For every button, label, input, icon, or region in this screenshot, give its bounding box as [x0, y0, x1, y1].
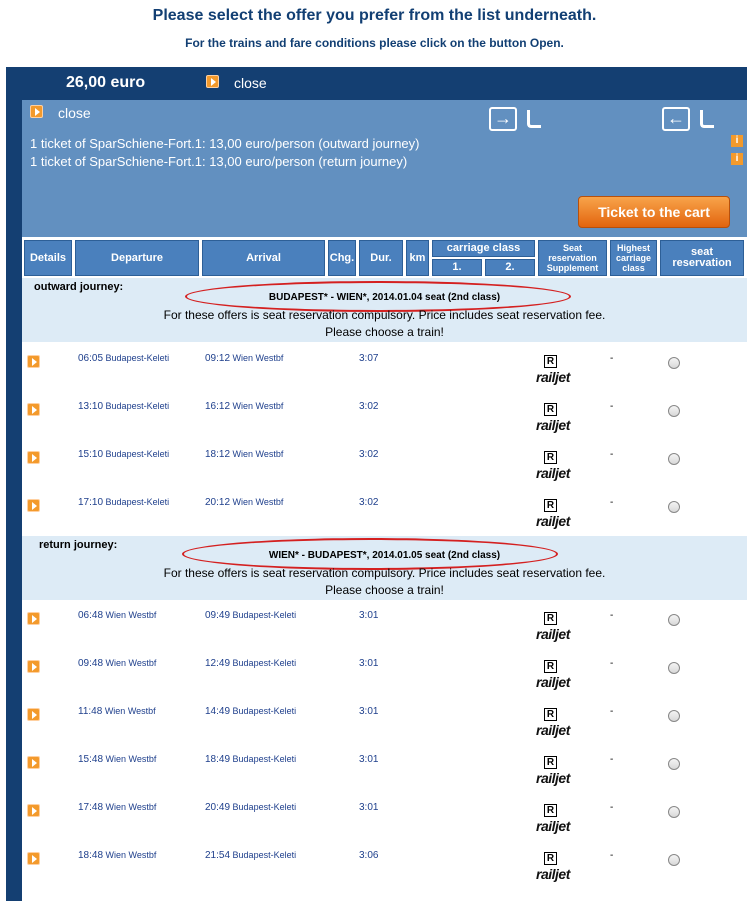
arrival-station: Budapest-Keleti — [232, 706, 297, 716]
seat-reservation-radio[interactable] — [668, 758, 680, 770]
departure-time: 09:48 — [78, 658, 104, 669]
open-details-icon[interactable] — [27, 612, 40, 625]
arrival[interactable] — [205, 610, 296, 621]
offer-close-link[interactable]: close — [58, 105, 91, 121]
train-row — [22, 343, 747, 391]
seat-reservation-radio[interactable] — [668, 357, 680, 369]
arrival[interactable] — [205, 706, 296, 717]
train-row — [22, 648, 747, 696]
open-details-icon[interactable] — [27, 403, 40, 416]
reservation-icon: R — [544, 451, 557, 464]
arrival-station: Wien Westbf — [232, 449, 284, 459]
arrival[interactable] — [205, 353, 283, 364]
highest-class: - — [610, 449, 614, 460]
arrival-station: Budapest-Keleti — [232, 658, 297, 668]
arrival-station: Wien Westbf — [232, 497, 284, 507]
info-icon[interactable]: i — [731, 135, 743, 147]
arrival[interactable] — [205, 754, 296, 765]
departure-station: Wien Westbf — [105, 754, 157, 764]
outward-direction-icon: → — [489, 107, 517, 131]
train-row — [22, 696, 747, 744]
outward-section-header — [22, 278, 747, 342]
arrival-station: Budapest-Keleti — [232, 802, 297, 812]
departure-station: Wien Westbf — [104, 706, 156, 716]
page-subtitle: For the trains and fare conditions please click on the button Open. — [185, 36, 564, 50]
reservation-icon: R — [544, 499, 557, 512]
duration: 3:01 — [359, 610, 379, 621]
column-highest-class: Highest carriage class — [610, 240, 657, 276]
open-details-icon[interactable] — [27, 499, 40, 512]
offer-content — [22, 100, 747, 901]
offer-details — [22, 100, 747, 237]
seat-reservation-radio[interactable] — [668, 854, 680, 866]
column-seat-supplement: Seat reservation Supplement — [538, 240, 607, 276]
arrival-time: 18:49 — [205, 754, 231, 765]
column-carriage-class: carriage class — [432, 240, 535, 257]
railjet-logo: railjet — [536, 674, 570, 690]
close-arrow-icon[interactable] — [30, 105, 43, 118]
seat-reservation-radio[interactable] — [668, 710, 680, 722]
duration: 3:01 — [359, 802, 379, 813]
departure[interactable] — [78, 353, 169, 364]
arrival-time: 18:12 — [205, 449, 231, 460]
departure-station: Budapest-Keleti — [105, 497, 170, 507]
duration: 3:02 — [359, 401, 379, 412]
railjet-logo: railjet — [536, 369, 570, 385]
outward-note: For these offers is seat reservation compulsory. Price includes seat reservation fee. — [163, 308, 606, 322]
arrival-time: 12:49 — [205, 658, 231, 669]
return-direction-icon: ← — [662, 107, 690, 131]
railjet-logo: railjet — [536, 417, 570, 433]
column-class-2: 2. — [485, 259, 535, 276]
arrival-time: 16:12 — [205, 401, 231, 412]
duration: 3:01 — [359, 706, 379, 717]
highest-class: - — [610, 706, 614, 717]
arrival-time: 21:54 — [205, 850, 231, 861]
arrival[interactable] — [205, 802, 296, 813]
total-price: 26,00 euro — [66, 74, 146, 91]
railjet-logo: railjet — [536, 626, 570, 642]
departure-station: Wien Westbf — [105, 658, 157, 668]
page-title: Please select the offer you prefer from the list underneath. — [152, 7, 597, 24]
railjet-logo: railjet — [536, 818, 570, 834]
open-details-icon[interactable] — [27, 756, 40, 769]
column-changes: Chg. — [328, 240, 356, 276]
return-section-header — [22, 536, 747, 600]
return-choose: Please choose a train! — [325, 583, 444, 597]
arrival-time: 20:49 — [205, 802, 231, 813]
highest-class: - — [610, 658, 614, 669]
departure[interactable] — [78, 401, 169, 412]
arrival[interactable] — [205, 850, 296, 861]
duration: 3:07 — [359, 353, 379, 364]
reservation-icon: R — [544, 756, 557, 769]
open-details-icon[interactable] — [27, 852, 40, 865]
return-note: For these offers is seat reservation compulsory. Price includes seat reservation fee. — [163, 566, 606, 580]
offer-panel — [6, 67, 747, 901]
duration: 3:02 — [359, 497, 379, 508]
reservation-icon: R — [544, 355, 557, 368]
open-details-icon[interactable] — [27, 708, 40, 721]
train-row — [22, 439, 747, 487]
column-km: km — [406, 240, 429, 276]
reservation-icon: R — [544, 852, 557, 865]
railjet-logo: railjet — [536, 770, 570, 786]
departure-time: 06:48 — [78, 610, 104, 621]
seat-reservation-radio[interactable] — [668, 405, 680, 417]
train-row — [22, 487, 747, 535]
offer-line-outward: 1 ticket of SparSchiene-Fort.1: 13,00 euro/person (outward journey) — [30, 136, 420, 151]
arrival-station: Budapest-Keleti — [232, 610, 297, 620]
open-details-icon[interactable] — [27, 660, 40, 673]
railjet-logo: railjet — [536, 722, 570, 738]
highest-class: - — [610, 401, 614, 412]
duration: 3:06 — [359, 850, 379, 861]
departure-station: Budapest-Keleti — [105, 353, 170, 363]
departure-time: 17:10 — [78, 497, 104, 508]
reservation-icon: R — [544, 612, 557, 625]
seat-reservation-radio[interactable] — [668, 453, 680, 465]
arrival[interactable] — [205, 497, 283, 508]
duration: 3:01 — [359, 754, 379, 765]
highest-class: - — [610, 497, 614, 508]
open-details-icon[interactable] — [27, 804, 40, 817]
seat-icon — [700, 110, 714, 128]
return-title: return journey: — [39, 539, 118, 551]
column-duration: Dur. — [359, 240, 403, 276]
departure[interactable] — [78, 610, 156, 621]
arrival-time: 14:49 — [205, 706, 231, 717]
arrival-time: 20:12 — [205, 497, 231, 508]
arrival[interactable] — [205, 401, 283, 412]
open-details-icon[interactable] — [27, 451, 40, 464]
railjet-logo: railjet — [536, 513, 570, 529]
departure-time: 06:05 — [78, 353, 104, 364]
departure-time: 15:10 — [78, 449, 104, 460]
duration: 3:02 — [359, 449, 379, 460]
departure-station: Wien Westbf — [105, 610, 157, 620]
arrival-station: Budapest-Keleti — [232, 754, 297, 764]
arrival-time: 09:49 — [205, 610, 231, 621]
seat-reservation-radio[interactable] — [668, 614, 680, 626]
column-class-1: 1. — [432, 259, 482, 276]
arrival[interactable] — [205, 449, 283, 460]
train-row — [22, 391, 747, 439]
train-row — [22, 840, 747, 888]
outward-choose: Please choose a train! — [325, 325, 444, 339]
departure-station: Wien Westbf — [105, 850, 157, 860]
column-arrival: Arrival — [202, 240, 325, 276]
departure-time: 17:48 — [78, 802, 104, 813]
column-seat-reservation: seat reservation — [660, 240, 744, 276]
departure[interactable] — [78, 802, 156, 813]
arrival-station: Wien Westbf — [232, 401, 284, 411]
departure-time: 11:48 — [78, 706, 103, 717]
departure-station: Budapest-Keleti — [105, 449, 170, 459]
seat-reservation-radio[interactable] — [668, 806, 680, 818]
departure[interactable] — [78, 754, 156, 765]
highest-class: - — [610, 353, 614, 364]
ticket-to-cart-button[interactable]: Ticket to the cart — [578, 196, 730, 228]
departure-time: 15:48 — [78, 754, 104, 765]
info-icon[interactable]: i — [731, 153, 743, 165]
arrival-station: Wien Westbf — [232, 353, 284, 363]
duration: 3:01 — [359, 658, 379, 669]
reservation-icon: R — [544, 403, 557, 416]
departure[interactable] — [78, 658, 156, 669]
seat-reservation-radio[interactable] — [668, 662, 680, 674]
departure[interactable] — [78, 850, 156, 861]
railjet-logo: railjet — [536, 465, 570, 481]
close-arrow-icon[interactable] — [206, 75, 219, 88]
open-details-icon[interactable] — [27, 355, 40, 368]
train-row — [22, 600, 747, 648]
outward-route: BUDAPEST* - WIEN*, 2014.01.04 seat (2nd class) — [268, 292, 501, 303]
departure[interactable] — [78, 706, 156, 717]
seat-icon — [527, 110, 541, 128]
reservation-icon: R — [544, 804, 557, 817]
arrival[interactable] — [205, 658, 296, 669]
arrival-station: Budapest-Keleti — [232, 850, 297, 860]
railjet-logo: railjet — [536, 866, 570, 882]
column-details: Details — [24, 240, 72, 276]
train-row — [22, 792, 747, 840]
reservation-icon: R — [544, 660, 557, 673]
arrival-time: 09:12 — [205, 353, 231, 364]
departure-time: 13:10 — [78, 401, 104, 412]
column-departure: Departure — [75, 240, 199, 276]
seat-reservation-radio[interactable] — [668, 501, 680, 513]
close-link[interactable]: close — [234, 75, 267, 91]
departure[interactable] — [78, 497, 169, 508]
departure-station: Wien Westbf — [105, 802, 157, 812]
departure-station: Budapest-Keleti — [105, 401, 170, 411]
highest-class: - — [610, 802, 614, 813]
highest-class: - — [610, 754, 614, 765]
outward-title: outward journey: — [34, 281, 124, 293]
departure-time: 18:48 — [78, 850, 104, 861]
offer-line-return: 1 ticket of SparSchiene-Fort.1: 13,00 euro/person (return journey) — [30, 154, 408, 169]
highest-class: - — [610, 850, 614, 861]
departure[interactable] — [78, 449, 169, 460]
train-row — [22, 744, 747, 792]
return-route: WIEN* - BUDAPEST*, 2014.01.05 seat (2nd class) — [268, 550, 501, 561]
highest-class: - — [610, 610, 614, 621]
reservation-icon: R — [544, 708, 557, 721]
